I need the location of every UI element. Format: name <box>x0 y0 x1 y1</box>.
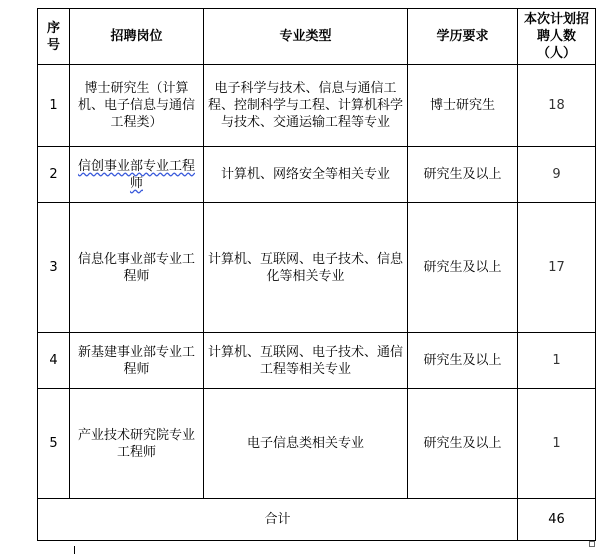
table-row <box>38 203 596 333</box>
recruitment-table <box>37 8 596 541</box>
row-position: 产业技术研究院专业工程师 <box>70 389 204 499</box>
row-position <box>70 147 204 203</box>
header-education: 学历要求 <box>408 9 518 65</box>
total-label: 合计 <box>38 499 518 541</box>
header-count: 本次计划招聘人数（人） <box>518 9 596 65</box>
table-total-row <box>38 499 596 541</box>
table-row <box>38 65 596 147</box>
row-count: 1 <box>518 389 596 499</box>
header-position: 招聘岗位 <box>70 9 204 65</box>
total-value: 46 <box>518 499 596 541</box>
row-count: 1 <box>518 333 596 389</box>
table-resize-handle[interactable] <box>589 541 595 547</box>
row-index: 1 <box>38 65 70 147</box>
header-major: 专业类型 <box>204 9 408 65</box>
row-major: 电子科学与技术、信息与通信工程、控制科学与工程、计算机科学与技术、交通运输工程等专业 <box>204 65 408 147</box>
row-major: 计算机、互联网、电子技术、通信工程等相关专业 <box>204 333 408 389</box>
row-education: 研究生及以上 <box>408 333 518 389</box>
row-education: 研究生及以上 <box>408 203 518 333</box>
header-index: 序号 <box>38 9 70 65</box>
row-index: 4 <box>38 333 70 389</box>
row-count: 17 <box>518 203 596 333</box>
row-education: 研究生及以上 <box>408 147 518 203</box>
row-education: 博士研究生 <box>408 65 518 147</box>
table-row <box>38 147 596 203</box>
row-position: 博士研究生（计算机、电子信息与通信工程类） <box>70 65 204 147</box>
row-education: 研究生及以上 <box>408 389 518 499</box>
row-index: 2 <box>38 147 70 203</box>
row-major: 计算机、互联网、电子技术、信息化等相关专业 <box>204 203 408 333</box>
row-position-text: 信创事业部专业工程师 <box>77 158 195 191</box>
row-index: 5 <box>38 389 70 499</box>
row-position: 信息化事业部专业工程师 <box>70 203 204 333</box>
row-count: 18 <box>518 65 596 147</box>
row-count: 9 <box>518 147 596 203</box>
row-position: 新基建事业部专业工程师 <box>70 333 204 389</box>
table-row <box>38 389 596 499</box>
table-row <box>38 333 596 389</box>
table-header-row <box>38 9 596 65</box>
row-major: 计算机、网络安全等相关专业 <box>204 147 408 203</box>
text-cursor <box>74 546 75 554</box>
row-index: 3 <box>38 203 70 333</box>
row-major: 电子信息类相关专业 <box>204 389 408 499</box>
